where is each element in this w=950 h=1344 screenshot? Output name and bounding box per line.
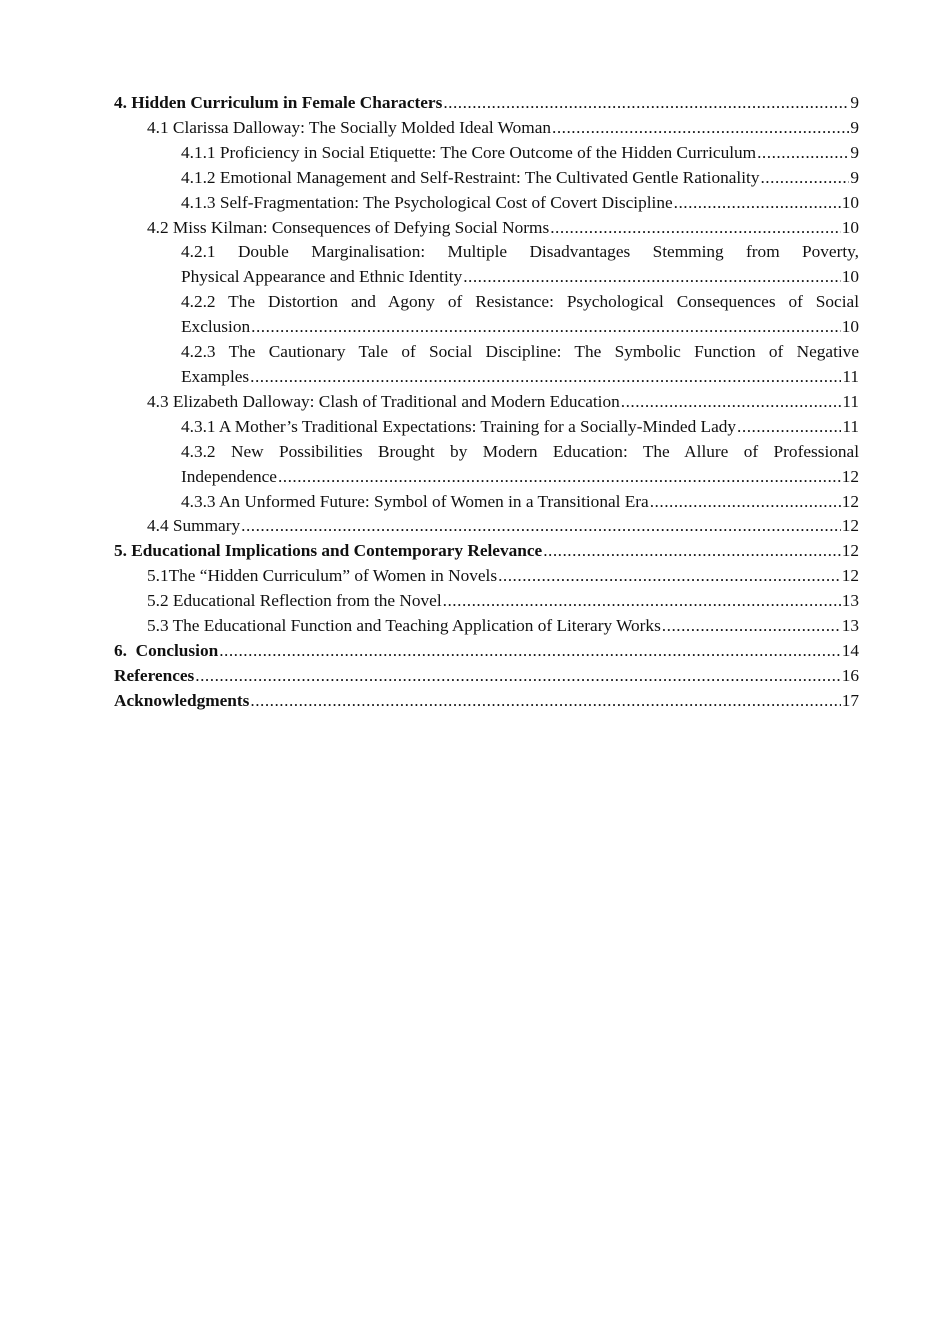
dot-leader	[195, 664, 840, 689]
toc-entry-page: 10	[841, 317, 859, 337]
toc-entry-title-line1: 4.2.2 The Distortion and Agony of Resistance: Psychological Consequences of Social	[181, 292, 859, 312]
toc-entry-title: 5.2 Educational Reflection from the Novel	[147, 591, 442, 611]
dot-leader	[250, 365, 841, 390]
toc-entry-title: 4.1 Clarissa Dalloway: The Socially Molded Ideal Woman	[147, 117, 551, 137]
toc-entry-title: 5.1The “Hidden Curriculum” of Women in Novels	[147, 566, 498, 586]
toc-entry[interactable]	[114, 589, 859, 614]
toc-entry[interactable]	[114, 664, 859, 689]
toc-entry[interactable]	[114, 614, 859, 639]
toc-entry-page: 10	[841, 217, 859, 237]
toc-entry-title-line2: Physical Appearance and Ethnic Identity	[181, 267, 463, 287]
table-of-contents	[114, 91, 859, 714]
dot-leader	[463, 265, 841, 290]
toc-entry[interactable]	[114, 415, 859, 440]
toc-entry-title-line1: 4.2.3 The Cautionary Tale of Social Discipline: The Symbolic Function of Negative	[181, 342, 859, 362]
toc-entry[interactable]	[114, 91, 859, 116]
toc-entry[interactable]	[114, 564, 859, 589]
toc-entry-title-line2: Exclusion	[181, 317, 251, 337]
toc-entry[interactable]	[114, 290, 859, 340]
dot-leader	[552, 116, 849, 141]
toc-entry-page: 16	[841, 665, 859, 685]
toc-entry-title: 4.3.3 An Unformed Future: Symbol of Women in a Transitional Era	[181, 491, 649, 511]
toc-entry-title: 4.1.3 Self-Fragmentation: The Psychological Cost of Covert Discipline	[181, 192, 673, 212]
toc-entry[interactable]	[114, 240, 859, 290]
toc-entry-page: 10	[841, 192, 859, 212]
dot-leader	[757, 141, 849, 166]
toc-entry-title-line2: Examples	[181, 366, 250, 386]
toc-entry[interactable]	[114, 191, 859, 216]
toc-entry-page: 17	[841, 690, 859, 710]
dot-leader	[674, 191, 841, 216]
toc-entry-page: 9	[850, 93, 859, 112]
toc-entry-page: 12	[841, 566, 859, 586]
toc-entry-title: Acknowledgments	[114, 690, 250, 710]
toc-entry-page: 11	[842, 366, 859, 386]
toc-entry[interactable]	[114, 141, 859, 166]
toc-entry-title: 4. Hidden Curriculum in Female Characters	[114, 93, 443, 112]
dot-leader	[443, 91, 849, 116]
dot-leader	[543, 539, 841, 564]
toc-entry-title: 4.4 Summary	[147, 516, 241, 536]
dot-leader	[650, 490, 841, 515]
toc-entry-page: 13	[841, 616, 859, 636]
dot-leader	[662, 614, 841, 639]
toc-entry-page: 9	[850, 142, 859, 162]
dot-leader	[760, 166, 849, 191]
toc-entry[interactable]	[114, 390, 859, 415]
toc-entry-page: 11	[842, 416, 859, 436]
toc-entry-title: 6. Conclusion	[114, 640, 219, 660]
toc-entry[interactable]	[114, 440, 859, 490]
toc-entry[interactable]	[114, 216, 859, 241]
toc-entry-title: 4.1.1 Proficiency in Social Etiquette: The Core Outcome of the Hidden Curriculum	[181, 142, 757, 162]
dot-leader	[550, 216, 840, 241]
toc-entry[interactable]	[114, 689, 859, 714]
toc-entry-title: References	[114, 665, 195, 685]
toc-entry[interactable]	[114, 639, 859, 664]
toc-entry-page: 12	[841, 491, 859, 511]
toc-entry-page: 9	[850, 117, 859, 137]
toc-entry-page: 12	[841, 466, 859, 486]
dot-leader	[219, 639, 841, 664]
toc-entry-title: 4.1.2 Emotional Management and Self-Restraint: The Cultivated Gentle Rationality	[181, 167, 760, 187]
toc-entry-title: 5.3 The Educational Function and Teaching Application of Literary Works	[147, 616, 661, 636]
toc-entry-page: 10	[841, 267, 859, 287]
dot-leader	[737, 415, 841, 440]
toc-entry-page: 12	[841, 541, 859, 561]
toc-entry[interactable]	[114, 514, 859, 539]
dot-leader	[443, 589, 841, 614]
toc-entry-title: 4.3 Elizabeth Dalloway: Clash of Traditional and Modern Education	[147, 391, 620, 411]
toc-entry-title: 4.2 Miss Kilman: Consequences of Defying Social Norms	[147, 217, 550, 237]
toc-entry-title: 4.3.1 A Mother’s Traditional Expectations: Training for a Socially-Minded Lady	[181, 416, 737, 436]
dot-leader	[251, 315, 841, 340]
toc-entry[interactable]	[114, 116, 859, 141]
dot-leader	[621, 390, 842, 415]
dot-leader	[278, 465, 841, 490]
dot-leader	[250, 689, 840, 714]
toc-entry[interactable]	[114, 490, 859, 515]
toc-entry[interactable]	[114, 340, 859, 390]
dot-leader	[241, 514, 841, 539]
toc-entry[interactable]	[114, 539, 859, 564]
toc-entry-page: 9	[850, 167, 859, 187]
toc-entry-title-line2: Independence	[181, 466, 277, 486]
toc-entry-page: 13	[841, 591, 859, 611]
dot-leader	[498, 564, 841, 589]
toc-entry-title-line1: 4.3.2 New Possibilities Brought by Modern Education: The Allure of Professional	[181, 441, 859, 461]
toc-entry-title-line1: 4.2.1 Double Marginalisation: Multiple Disadvantages Stemming from Poverty,	[181, 242, 859, 262]
toc-entry-page: 14	[841, 640, 859, 660]
toc-entry-page: 11	[842, 391, 859, 411]
toc-entry-title: 5. Educational Implications and Contemporary Relevance	[114, 541, 543, 561]
toc-entry-page: 12	[841, 516, 859, 536]
toc-entry[interactable]	[114, 166, 859, 191]
